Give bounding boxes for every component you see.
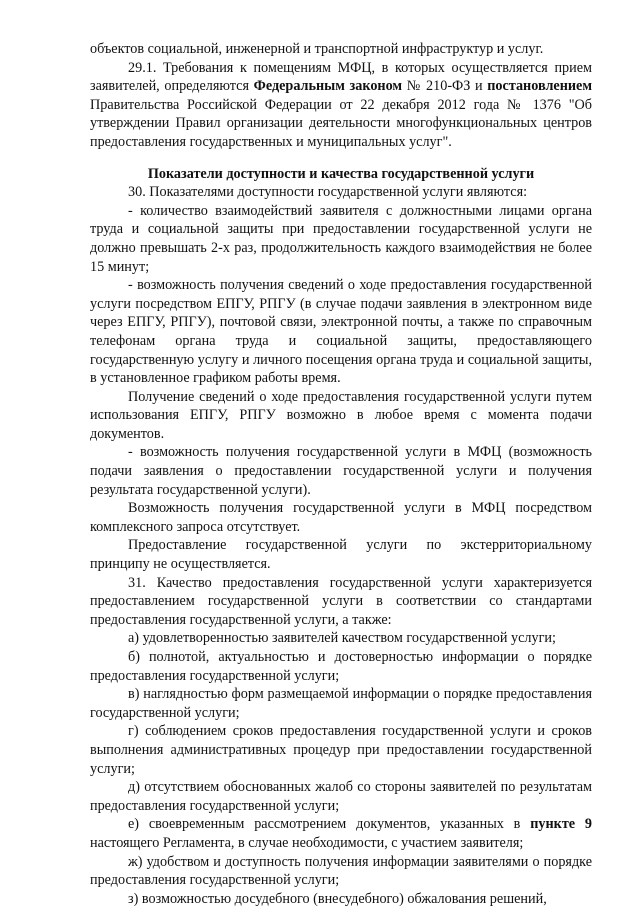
paragraph-30-item-1: - количество взаимодействий заявителя с должностными лицами органа труда и социальной защиты при предоставлении государственной услуги не должно превышать 2-х раз, продолжительность каждого взаимодействия не более 15 минут; — [90, 202, 592, 275]
federal-law-link: Федеральным законом — [253, 78, 403, 95]
point-9-reference: пункте 9 — [530, 816, 593, 833]
paragraph-continuation: объектов социальной, инженерной и транспортной инфраструктур и услуг. — [90, 41, 544, 57]
resolution-link: постановлением — [487, 78, 593, 95]
paragraph-29-1: 29.1. Требования к помещениям МФЦ, в которых осуществляется прием заявителей, определяются Федеральным законом № 210-ФЗ и постановлением Правительства Российской Федерации от 22 декабря 2012 года № 1376 "Об утверждении Правил организации деятельности многофункциональных центров предоставления государственных и муниципальных услуг". — [90, 59, 593, 150]
paragraph-31: 31. Качество предоставления государственной услуги характеризуется предоставлением государственной услуги в соответствии со стандартами предоставления государственной услуги, а также: — [90, 574, 592, 628]
paragraph-30: 30. Показателями доступности государственной услуги являются: — [128, 184, 528, 201]
paragraph-30-item-3: - возможность получения государственной услуги в МФЦ (возможность подачи заявления о предоставлении государственной услуги и получения результата государственной услуги). — [90, 444, 592, 498]
paragraph-31-d: д) отсутствием обоснованных жалоб со стороны заявителей по результатам предоставления государственной услуги; — [90, 779, 592, 814]
paragraph-30-item-2: - возможность получения сведений о ходе предоставления государственной услуги посредством ЕПГУ, РПГУ (в случае подачи заявления в электронном виде через ЕПГУ, РПГУ), почтовой связи, электронной почты, а также по справочным телефонам органа труда и социальной защиты, предоставляющего государственную услугу и личного посещения органа труда и социальной защиты, в установленное графиком работы время. — [90, 277, 592, 387]
paragraph-31-a: а) удовлетворенностью заявителей качеством государственной услуги; — [128, 630, 556, 647]
paragraph-30-note-1: Получение сведений о ходе предоставления государственной услуги путем использования ЕПГУ, РПГУ возможно в любое время с момента подачи документов. — [90, 388, 592, 442]
paragraph-31-g: г) соблюдением сроков предоставления государственной услуги и сроков выполнения административных процедур при предоставлении государственной услуги; — [90, 723, 592, 777]
paragraph-31-b: б) полнотой, актуальностью и достоверностью информации о порядке предоставления государственной услуги; — [90, 649, 592, 684]
paragraph-30-note-3: Предоставление государственной услуги по экстерриториальному принципу не осуществляется. — [90, 537, 592, 573]
paragraph-31-zh: ж) удобством и доступность получения информации заявителями о порядке предоставления государственной услуги; — [90, 853, 592, 889]
paragraph-31-e: е) своевременным рассмотрением документов, указанных в пункте 9 настоящего Регламента, в случае необходимости, с участием заявителя; — [90, 816, 593, 851]
paragraph-31-v: в) наглядностью форм размещаемой информации о порядке предоставления государственной услуги; — [90, 686, 592, 721]
section-heading: Показатели доступности и качества государственной услуги — [147, 165, 535, 182]
paragraph-30-note-2: Возможность получения государственной услуги в МФЦ посредством комплексного запроса отсутствует. — [90, 500, 592, 535]
paragraph-31-z: з) возможностью досудебного (внесудебного) обжалования решений, — [128, 890, 547, 907]
